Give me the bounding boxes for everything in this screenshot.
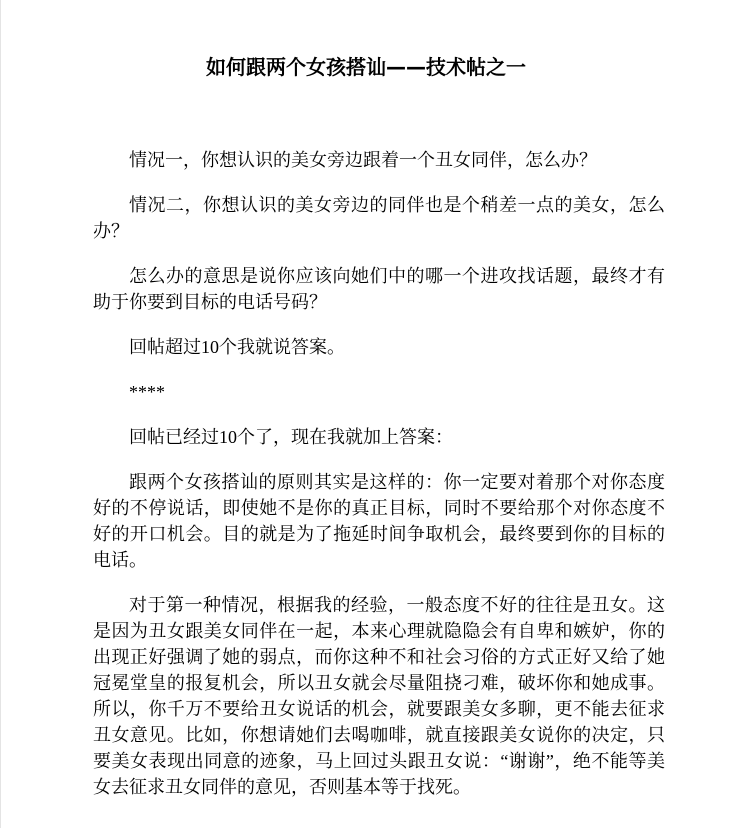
- document-title: 如何跟两个女孩搭讪——技术帖之一: [206, 55, 526, 79]
- paragraph: 回帖已经过10个了，现在我就加上答案：: [129, 427, 453, 447]
- paragraph-separator: ****: [129, 382, 165, 402]
- paragraph: 情况一，你想认识的美女旁边跟着一个丑女同伴，怎么办？: [129, 150, 597, 170]
- document-page: [1, 0, 731, 828]
- paragraph: 跟两个女孩搭讪的原则其实是这样的：你一定要对着那个对你态度好的不停说话，即使她不是你的真正目标，同时不要给那个对你态度不好的开口机会。目的就是为了拖延时间争取机会，最终要到你的目标的电话。: [93, 472, 665, 570]
- document-body: [1, 147, 731, 800]
- paragraph: 怎么办的意思是说你应该向她们中的哪一个进攻找话题，最终才有助于你要到目标的电话号码？: [93, 266, 665, 312]
- paragraph: 回帖超过10个我就说答案。: [129, 337, 345, 357]
- paragraph: 对于第一种情况，根据我的经验，一般态度不好的往往是丑女。这是因为丑女跟美女同伴在一起，本来心理就隐隐会有自卑和嫉妒，你的出现正好强调了她的弱点，而你这种不和社会习俗的方式正好又给了她冠冕堂皇的报复机会，所以丑女就会尽量阻挠刁难，破坏你和她成事。所以，你千万不要给丑女说话的机会，就要跟美女多聊，更不能去征求丑女意见。比如，你想请她们去喝咖啡，就直接跟美女说你的决定，只要美女表现出同意的迹象，马上回过头跟丑女说：“谢谢”，绝不能等美女去征求丑女同伴的意见，否则基本等于找死。: [93, 595, 665, 797]
- paragraph: 情况二，你想认识的美女旁边的同伴也是个稍差一点的美女，怎么办？: [93, 195, 665, 241]
